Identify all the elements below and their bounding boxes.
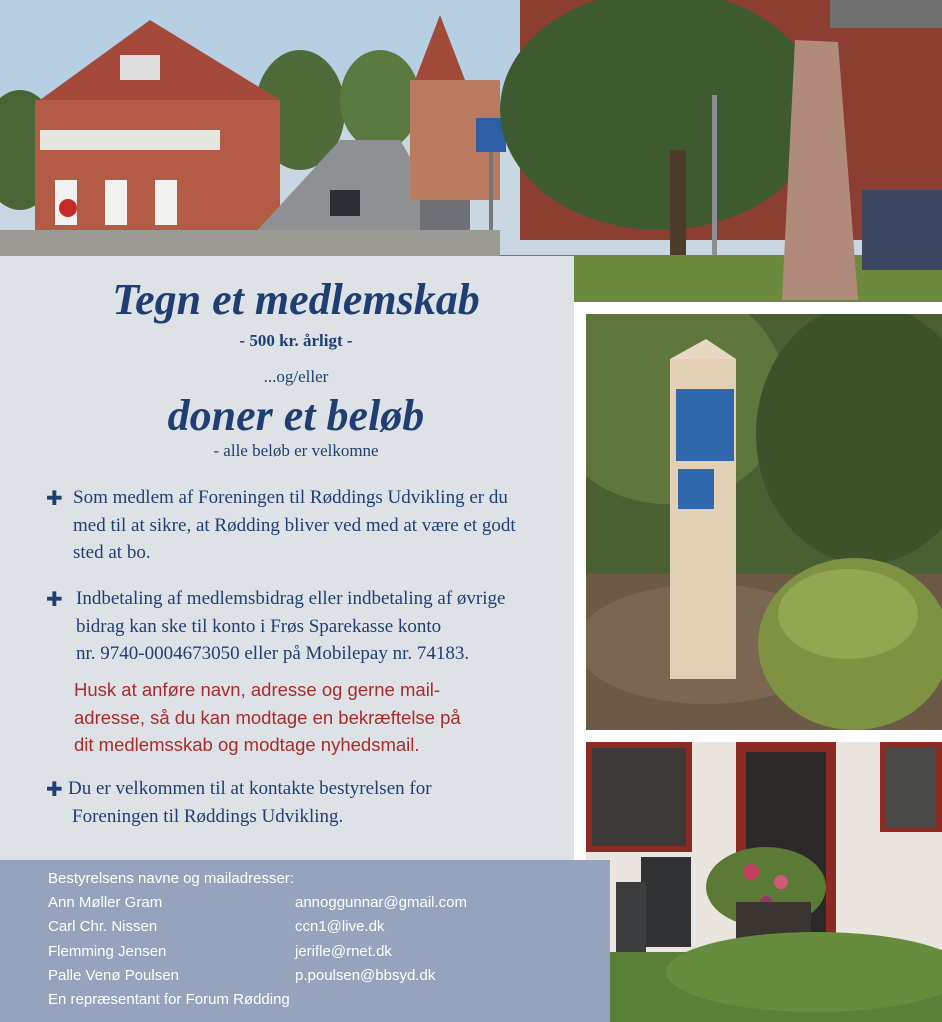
member-name: Carl Chr. Nissen (48, 918, 158, 935)
bullet-line: nr. 9740-0004673050 eller på Mobilepay nr. 74183. (76, 643, 470, 664)
bullet-line: Som medlem af Foreningen til Røddings Udvikling er du (73, 487, 508, 508)
member-email[interactable]: ccn1@live.dk (295, 918, 385, 935)
plus-icon: ✚ (46, 777, 63, 801)
bullet-membership (73, 484, 573, 567)
bullet-contact (68, 775, 568, 830)
reminder-line: adresse, så du kan modtage en bekræftelse på (74, 706, 461, 728)
donate-subtitle: - alle beløb er velkomne (213, 441, 379, 460)
bullet-payment (76, 585, 576, 668)
membership-title: Tegn et medlemskab (112, 275, 480, 324)
member-name: Palle Venø Poulsen (48, 967, 179, 984)
bullet-line: med til at sikre, at Rødding bliver ved med at være et godt (73, 514, 516, 536)
member-name: Flemming Jensen (48, 943, 167, 960)
bullet-line: Du er velkommen til at kontakte bestyrelsen for (68, 778, 432, 799)
member-email[interactable]: annoggunnar@gmail.com (295, 894, 467, 911)
member-email[interactable]: jerifle@rnet.dk (295, 943, 392, 960)
building-entrance-photo (586, 742, 942, 1022)
member-email[interactable]: p.poulsen@bbsyd.dk (295, 967, 436, 984)
board-heading: Bestyrelsens navne og mailadresser: (48, 870, 294, 887)
bullet-line: Foreningen til Røddings Udvikling. (72, 805, 344, 827)
bullet-line: bidrag kan ske til konto i Frøs Sparekasse konto (76, 615, 442, 637)
reminder-note (74, 676, 544, 759)
representative-line: En repræsentant for Forum Rødding (48, 991, 290, 1008)
connector-text: ...og/eller (263, 367, 329, 386)
plus-icon: ✚ (46, 587, 63, 611)
bullet-line: sted at bo. (73, 542, 151, 563)
reminder-line: dit medlemsskab og modtage nyhedsmail. (74, 734, 420, 755)
price-line: - 500 kr. årligt - (239, 331, 353, 350)
donate-title: doner et beløb (167, 391, 425, 440)
reminder-line: Husk at anføre navn, adresse og gerne mail- (74, 679, 441, 700)
bullet-line: Indbetaling af medlemsbidrag eller indbetaling af øvrige (76, 588, 506, 609)
plus-icon: ✚ (46, 486, 63, 510)
member-name: Ann Møller Gram (48, 894, 163, 911)
post-and-stone-photo (586, 314, 942, 730)
